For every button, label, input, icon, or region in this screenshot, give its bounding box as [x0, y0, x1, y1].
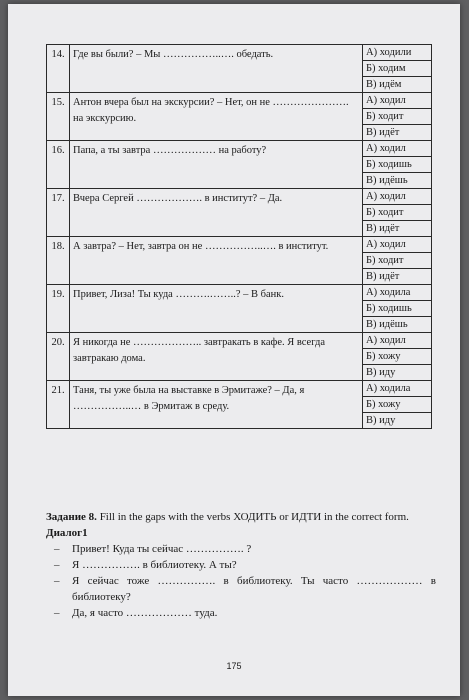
- exercise-row: [47, 237, 432, 253]
- answer-option: А) ходил: [363, 141, 432, 157]
- dialog-line: – Привет! Куда ты сейчас ……………. ?: [54, 543, 252, 555]
- task-heading: [46, 509, 436, 525]
- exercise-table-body: [47, 45, 432, 429]
- exercise-row: [47, 333, 432, 349]
- answer-option: А) ходили: [363, 45, 432, 61]
- dialog-title: Диалог1: [46, 527, 88, 539]
- exercise-question: Я никогда не ……………….. завтракать в кафе. Я всегда завтракаю дома.: [70, 333, 363, 381]
- exercise-question: Привет, Лиза! Ты куда ……….……..? – В банк.: [70, 285, 363, 333]
- dialog-line: – Я сейчас тоже ……………. в библиотеку. Ты часто ……………… в библиотеку?: [54, 575, 436, 603]
- dialog-line: – Я ……………. в библиотеку. А ты?: [54, 559, 237, 571]
- answer-option: Б) хожу: [363, 397, 432, 413]
- answer-option: В) иду: [363, 413, 432, 429]
- answer-option: Б) ходит: [363, 205, 432, 221]
- exercise-number: 16.: [47, 141, 70, 189]
- exercise-row: [47, 285, 432, 301]
- exercise-row: [47, 141, 432, 157]
- exercise-question: Папа, а ты завтра ……………… на работу?: [70, 141, 363, 189]
- answer-option: А) ходил: [363, 237, 432, 253]
- dialog-lines: [46, 541, 436, 621]
- answer-option: В) идёт: [363, 125, 432, 141]
- answer-option: А) ходил: [363, 333, 432, 349]
- textbook-page: [8, 4, 460, 696]
- exercise-number: 19.: [47, 285, 70, 333]
- dialog-line: – Да, я часто ……………… туда.: [54, 607, 218, 619]
- exercise-table: [46, 44, 432, 429]
- answer-option: В) идёт: [363, 269, 432, 285]
- exercise-row: [47, 93, 432, 109]
- answer-option: А) ходил: [363, 189, 432, 205]
- answer-option: Б) ходишь: [363, 301, 432, 317]
- exercise-row: [47, 45, 432, 61]
- answer-option: А) ходила: [363, 381, 432, 397]
- task-instruction: Fill in the gaps with the verbs ХОДИТЬ or ИДТИ in the correct form.: [96, 511, 409, 523]
- answer-option: Б) ходит: [363, 253, 432, 269]
- exercise-number: 21.: [47, 381, 70, 429]
- answer-option: А) ходил: [363, 93, 432, 109]
- page-number: 175: [226, 661, 242, 671]
- exercise-question: А завтра? – Нет, завтра он не ……………..…. в институт.: [70, 237, 363, 285]
- answer-option: Б) ходишь: [363, 157, 432, 173]
- exercise-question: Где вы были? – Мы ……………..…. обедать.: [70, 45, 363, 93]
- exercise-question: Антон вчера был на экскурсии? – Нет, он не …………………. на экскурсию.: [70, 93, 363, 141]
- answer-option: А) ходила: [363, 285, 432, 301]
- exercise-number: 15.: [47, 93, 70, 141]
- exercise-number: 17.: [47, 189, 70, 237]
- exercise-question: Вчера Сергей ………………. в институт? – Да.: [70, 189, 363, 237]
- task-label: Задание 8.: [46, 511, 97, 523]
- answer-option: В) идёшь: [363, 173, 432, 189]
- exercise-row: [47, 189, 432, 205]
- answer-option: В) идёшь: [363, 317, 432, 333]
- exercise-number: 20.: [47, 333, 70, 381]
- answer-option: В) идёт: [363, 221, 432, 237]
- exercise-row: [47, 381, 432, 397]
- answer-option: Б) хожу: [363, 349, 432, 365]
- exercise-question: Таня, ты уже была на выставке в Эрмитаже? – Да, я ……………..… в Эрмитаж в среду.: [70, 381, 363, 429]
- exercise-number: 14.: [47, 45, 70, 93]
- answer-option: В) иду: [363, 365, 432, 381]
- exercise-number: 18.: [47, 237, 70, 285]
- answer-option: Б) ходим: [363, 61, 432, 77]
- answer-option: Б) ходит: [363, 109, 432, 125]
- answer-option: В) идём: [363, 77, 432, 93]
- task-section: [46, 509, 436, 621]
